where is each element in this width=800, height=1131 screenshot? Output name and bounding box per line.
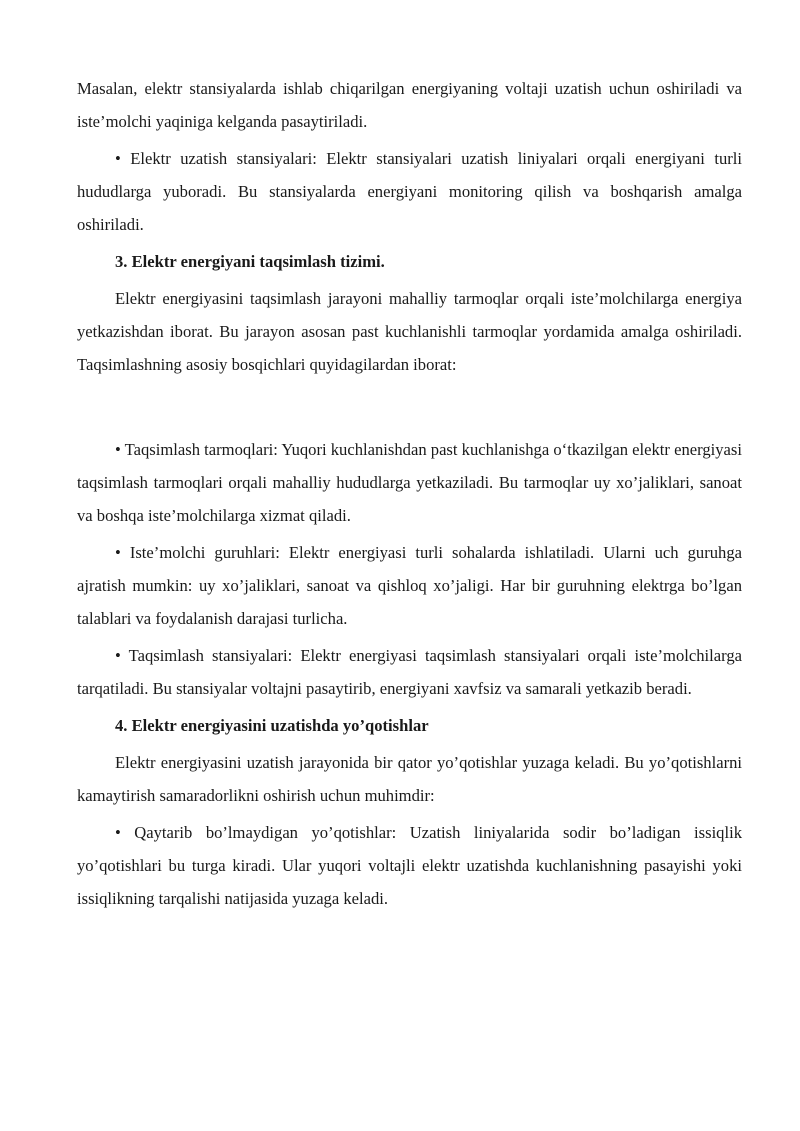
bullet-distribution-networks: • Taqsimlash tarmoqlari: Yuqori kuchlanishdan past kuchlanishga o‘tkazilgan elektr energiyasi taqsimlash tarmoqlari orqali mahalliy hududlarga yetkaziladi. Bu tarmoqlar uy xo’jaliklari, sanoat va boshqa iste’molchilarga xizmat qiladi. bbox=[77, 440, 742, 525]
paragraph-voltage-example: Masalan, elektr stansiyalarda ishlab chiqarilgan energiyaning voltaji uzatish uchun oshiriladi va iste’molchi yaqiniga kelganda pasaytiriladi. bbox=[77, 79, 742, 131]
paragraph-distribution-intro: Elektr energiyasini taqsimlash jarayoni mahalliy tarmoqlar orqali iste’molchilarga energiya yetkazishdan iborat. Bu jarayon asosan past kuchlanishli tarmoqlar yordamida amalga oshiriladi. Taqsimlashning asosiy bosqichlari quyidagilardan iborat: bbox=[77, 289, 742, 374]
bullet-transmission-stations: • Elektr uzatish stansiyalari: Elektr stansiyalari uzatish liniyalari orqali energiyani turli hududlarga yuboradi. Bu stansiyalarda energiyani monitoring qilish va boshqarish amalga oshiriladi. bbox=[77, 149, 742, 234]
bullet-irreversible-losses: • Qaytarib bo’lmaydigan yo’qotishlar: Uzatish liniyalarida sodir bo’ladigan issiqlik yo’qotishlari bu turga kiradi. Ular yuqori voltajli elektr uzatishda kuchlanishning pasayishi yoki issiqlikning tarqalishi natijasida yuzaga keladi. bbox=[77, 823, 742, 908]
section-heading-distribution: 3. Elektr energiyani taqsimlash tizimi. bbox=[115, 252, 385, 271]
bullet-consumer-groups: • Iste’molchi guruhlari: Elektr energiyasi turli sohalarda ishlatiladi. Ularni uch guruhga ajratish mumkin: uy xo’jaliklari, sanoat va qishloq xo’jaligi. Har bir guruhning elektrga bo’lgan talablari va foydalanish darajasi turlicha. bbox=[77, 543, 742, 628]
section-heading-losses: 4. Elektr energiyasini uzatishda yo’qotishlar bbox=[115, 716, 429, 735]
paragraph-losses-intro: Elektr energiyasini uzatish jarayonida bir qator yo’qotishlar yuzaga keladi. Bu yo’qotishlarni kamaytirish samaradorlikni oshirish uchun muhimdir: bbox=[77, 753, 742, 805]
document-page bbox=[77, 72, 742, 915]
bullet-distribution-stations: • Taqsimlash stansiyalari: Elektr energiyasi taqsimlash stansiyalari orqali iste’molchilarga tarqatiladi. Bu stansiyalar voltajni pasaytirib, energiyani xavfsiz va samarali yetkazib beradi. bbox=[77, 646, 742, 698]
